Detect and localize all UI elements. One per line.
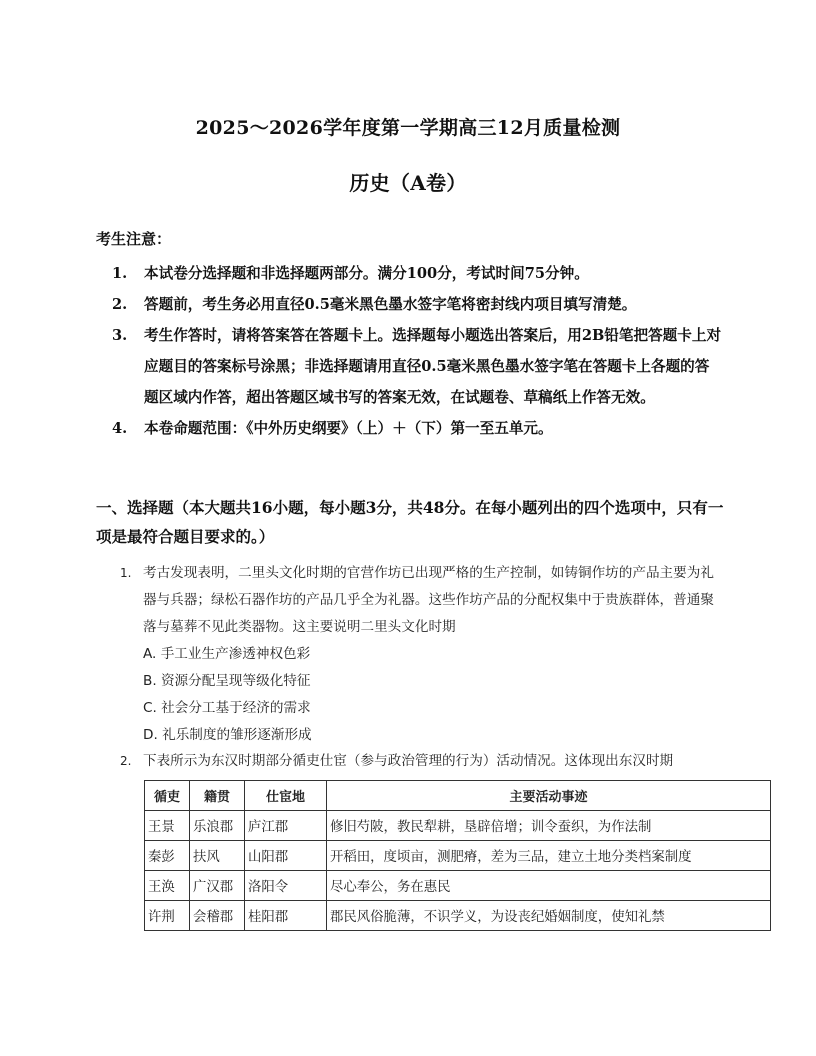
table-cell: 郡民风俗脆薄，不识学义，为设丧纪婚姻制度，使知礼禁 xyxy=(327,901,771,931)
table-row xyxy=(145,841,771,871)
table-cell: 扶风 xyxy=(190,841,245,871)
notice-item-number: 3. xyxy=(112,327,128,344)
exam-title: 2025～2026学年度第一学期高三12月质量检测 xyxy=(195,117,621,139)
question-number: 1. xyxy=(120,566,132,580)
table-cell: 庐江郡 xyxy=(245,811,327,841)
table-row xyxy=(145,901,771,931)
option-d: D. 礼乐制度的雏形逐渐形成 xyxy=(143,727,312,743)
table-cell: 许荆 xyxy=(145,901,190,931)
table-cell: 王涣 xyxy=(145,871,190,901)
column-header: 籍贯 xyxy=(190,781,245,811)
notice-item-text: 本卷命题范围：《中外历史纲要》（上）＋（下）第一至五单元。 xyxy=(144,420,553,437)
table-cell: 桂阳郡 xyxy=(245,901,327,931)
question-stem: 考古发现表明，二里头文化时期的官营作坊已出现严格的生产控制，如铸铜作坊的产品主要为礼器与兵器；绿松石器作坊的产品几乎全为礼器。这些作坊产品的分配权集中于贵族群体，普通聚落与墓葬不见此类器物。这主要说明二里头文化时期 xyxy=(143,565,714,635)
exam-subtitle: 历史（A卷） xyxy=(349,171,467,195)
question-stem: 下表所示为东汉时期部分循吏仕宦（参与政治管理的行为）活动情况。这体现出东汉时期 xyxy=(143,753,674,769)
notice-item-text: 答题前，考生务必用直径0.5毫米黑色墨水签字笔将密封线内项目填写清楚。 xyxy=(144,296,637,313)
officials-table xyxy=(144,780,771,931)
notice-item-text: 本试卷分选择题和非选择题两部分。满分100分，考试时间75分钟。 xyxy=(144,265,589,282)
question-number: 2. xyxy=(120,754,132,768)
notice-item-number: 2. xyxy=(112,296,128,313)
notice-item-number: 4. xyxy=(112,420,128,437)
table-row xyxy=(145,811,771,841)
table-cell: 秦彭 xyxy=(145,841,190,871)
option-c: C. 社会分工基于经济的需求 xyxy=(143,700,311,716)
notice-item-number: 1. xyxy=(112,265,128,282)
table-cell: 尽心奉公，务在惠民 xyxy=(327,871,771,901)
table-cell: 修旧芍陂，教民犁耕，垦辟倍增；训令蚕织，为作法制 xyxy=(327,811,771,841)
table-cell: 广汉郡 xyxy=(190,871,245,901)
section-heading: 一、选择题（本大题共16小题，每小题3分，共48分。在每小题列出的四个选项中，只有一项是最符合题目要求的。） xyxy=(96,498,724,546)
notice-list xyxy=(112,258,722,444)
notice-item xyxy=(112,413,722,444)
notice-item xyxy=(112,320,722,413)
table-cell: 洛阳令 xyxy=(245,871,327,901)
notice-item xyxy=(112,289,722,320)
table-cell: 王景 xyxy=(145,811,190,841)
option-b: B. 资源分配呈现等级化特征 xyxy=(143,673,311,689)
column-header: 主要活动事迹 xyxy=(327,781,771,811)
question-1 xyxy=(120,560,720,749)
question-2 xyxy=(120,748,720,775)
column-header: 仕宦地 xyxy=(245,781,327,811)
notice-item-text: 考生作答时，请将答案答在答题卡上。选择题每小题选出答案后，用2B铅笔把答题卡上对应题目的答案标号涂黑；非选择题请用直径0.5毫米黑色墨水签字笔在答题卡上各题的答题区域内作答，超出答题区域书写的答案无效，在试题卷、草稿纸上作答无效。 xyxy=(144,327,722,406)
column-header: 循吏 xyxy=(145,781,190,811)
table-cell: 会稽郡 xyxy=(190,901,245,931)
table-cell: 山阳郡 xyxy=(245,841,327,871)
table-cell: 开稻田，度顷亩，测肥瘠，差为三品，建立土地分类档案制度 xyxy=(327,841,771,871)
option-a: A. 手工业生产渗透神权色彩 xyxy=(143,646,311,662)
table-cell: 乐浪郡 xyxy=(190,811,245,841)
table-row xyxy=(145,871,771,901)
notice-item xyxy=(112,258,722,289)
notice-heading: 考生注意： xyxy=(96,230,172,248)
table-header-row xyxy=(145,781,771,811)
